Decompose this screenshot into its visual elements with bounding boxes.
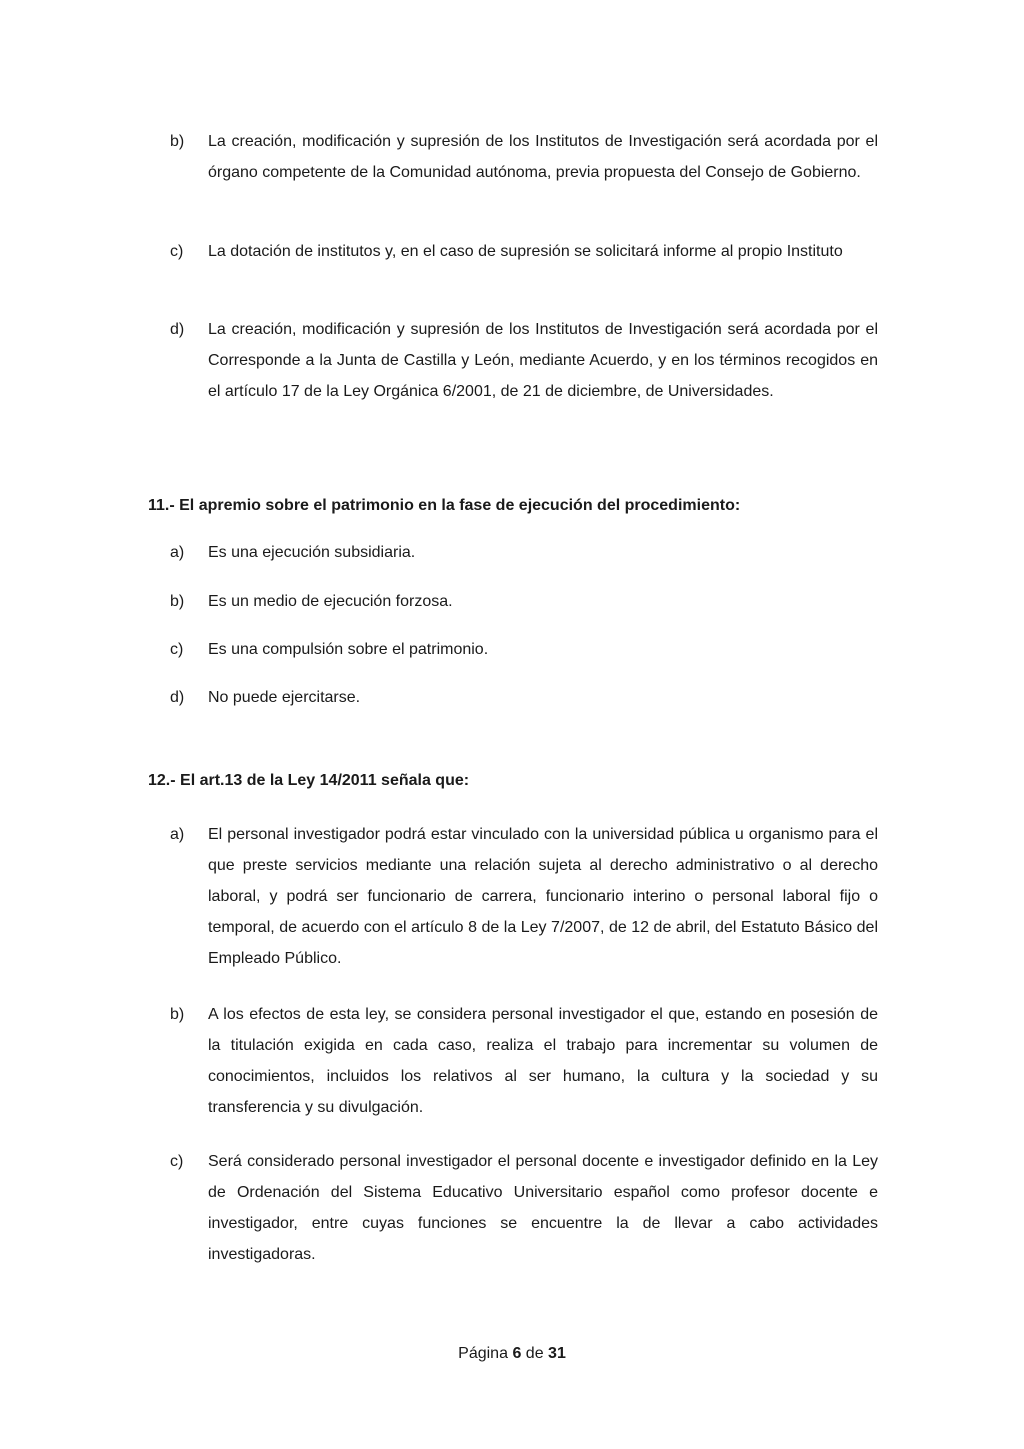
page-footer — [0, 1343, 1024, 1365]
option-letter: c) — [170, 641, 184, 658]
option-text: No puede ejercitarse. — [208, 689, 361, 706]
question-11-heading: 11.- El apremio sobre el patrimonio en la fase de ejecución del procedimiento: — [148, 497, 741, 514]
option-letter: c) — [170, 243, 184, 260]
option-text: La creación, modificación y supresión de los Institutos de Investigación será acordada por el Corresponde a la Junta de Castilla y León, mediante Acuerdo, y en los términos recogidos en el artículo 17 de la Ley Orgánica 6/2001, de 21 de diciembre, de Universidades. — [208, 321, 878, 400]
option-letter: b) — [170, 133, 185, 150]
option-letter: d) — [170, 689, 185, 706]
option-letter: a) — [170, 826, 185, 843]
option-text: Será considerado personal investigador el personal docente e investigador definido en la Ley de Ordenación del Sistema Educativo Universitario español como profesor docente e investigador, entre cuyas funciones se encuentre la de llevar a cabo actividades investigadoras. — [208, 1153, 878, 1263]
option-text: La dotación de institutos y, en el caso de supresión se solicitará informe al propio Instituto — [208, 243, 843, 260]
option-letter: b) — [170, 593, 185, 610]
option-letter: b) — [170, 1006, 185, 1023]
option-text: A los efectos de esta ley, se considera personal investigador el que, estando en posesión de la titulación exigida en cada caso, realiza el trabajo para incrementar su volumen de conocimientos, incluidos los relativos al ser humano, la cultura y la sociedad y su transferencia y su divulgación. — [208, 1006, 878, 1116]
question-12-heading: 12.- El art.13 de la Ley 14/2011 señala que: — [148, 772, 470, 789]
option-letter: c) — [170, 1153, 184, 1170]
footer-total-pages: 31 — [548, 1345, 566, 1362]
option-letter: a) — [170, 544, 185, 561]
option-text: Es un medio de ejecución forzosa. — [208, 593, 453, 610]
option-text: La creación, modificación y supresión de los Institutos de Investigación será acordada por el órgano competente de la Comunidad autónoma, previa propuesta del Consejo de Gobierno. — [208, 133, 878, 181]
footer-middle: de — [525, 1345, 544, 1362]
option-text: Es una compulsión sobre el patrimonio. — [208, 641, 489, 658]
option-text: El personal investigador podrá estar vinculado con la universidad pública u organismo para el que preste servicios mediante una relación sujeta al derecho administrativo o al derecho laboral, y podrá ser funcionario de carrera, funcionario interino o personal laboral fijo o temporal, de acuerdo con el artículo 8 de la Ley 7/2007, de 12 de abril, del Estatuto Básico del Empleado Público. — [208, 826, 878, 967]
option-text: Es una ejecución subsidiaria. — [208, 544, 416, 561]
option-letter: d) — [170, 321, 185, 338]
footer-page-number: 6 — [512, 1345, 522, 1362]
footer-prefix: Página — [458, 1345, 508, 1362]
